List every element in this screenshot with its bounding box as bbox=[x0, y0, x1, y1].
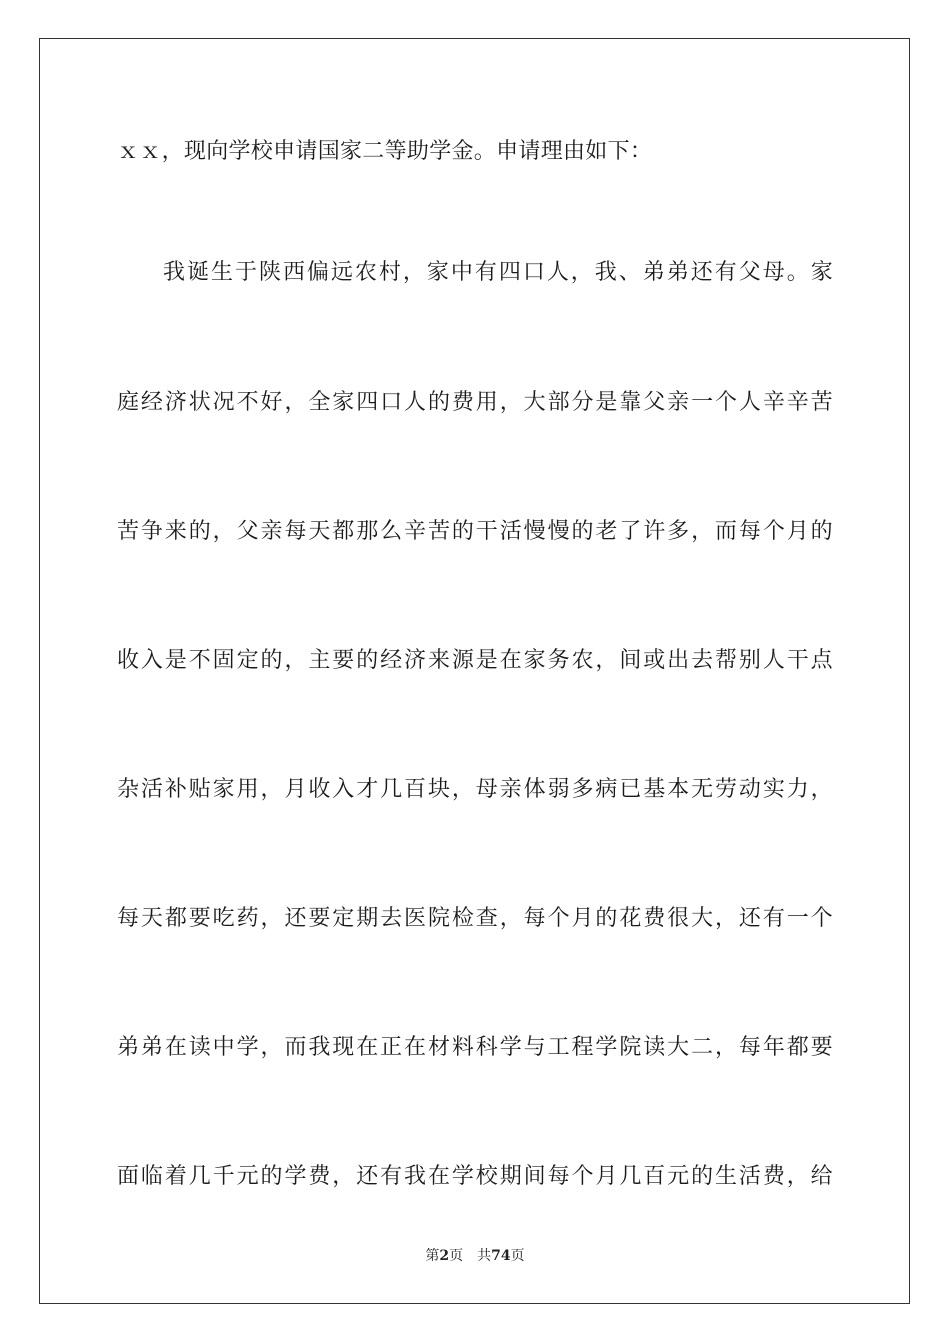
total-suffix: 页 bbox=[510, 1248, 525, 1264]
total-pages: 74 bbox=[491, 1248, 511, 1264]
text-line-2: 我诞生于陕西偏远农村，家中有四口人，我、弟弟还有父母。家 bbox=[163, 260, 833, 285]
text-line-8: 弟弟在读中学，而我现在正在材料科学与工程学院读大二，每年都要 bbox=[117, 1035, 833, 1060]
page-suffix: 页 bbox=[449, 1248, 464, 1264]
text-line-3: 庭经济状况不好，全家四口人的费用，大部分是靠父亲一个人辛辛苦 bbox=[117, 390, 833, 415]
text-line-6: 杂活补贴家用，月收入才几百块，母亲体弱多病已基本无劳动实力， bbox=[117, 777, 833, 802]
text-line-7: 每天都要吃药，还要定期去医院检查，每个月的花费很大，还有一个 bbox=[117, 906, 833, 931]
page-footer bbox=[0, 1246, 950, 1266]
page-number: 2 bbox=[439, 1248, 450, 1264]
text-line-9: 面临着几千元的学费，还有我在学校期间每个月几百元的生活费，给 bbox=[117, 1164, 833, 1189]
total-prefix: 共 bbox=[477, 1248, 492, 1264]
page-prefix: 第 bbox=[425, 1248, 440, 1264]
text-line-1: ｘｘ，现向学校申请国家二等助学金。申请理由如下： bbox=[117, 139, 653, 164]
text-line-4: 苦争来的，父亲每天都那么辛苦的干活慢慢的老了许多，而每个月的 bbox=[117, 519, 833, 544]
text-line-5: 收入是不固定的，主要的经济来源是在家务农，间或出去帮别人干点 bbox=[117, 648, 833, 673]
